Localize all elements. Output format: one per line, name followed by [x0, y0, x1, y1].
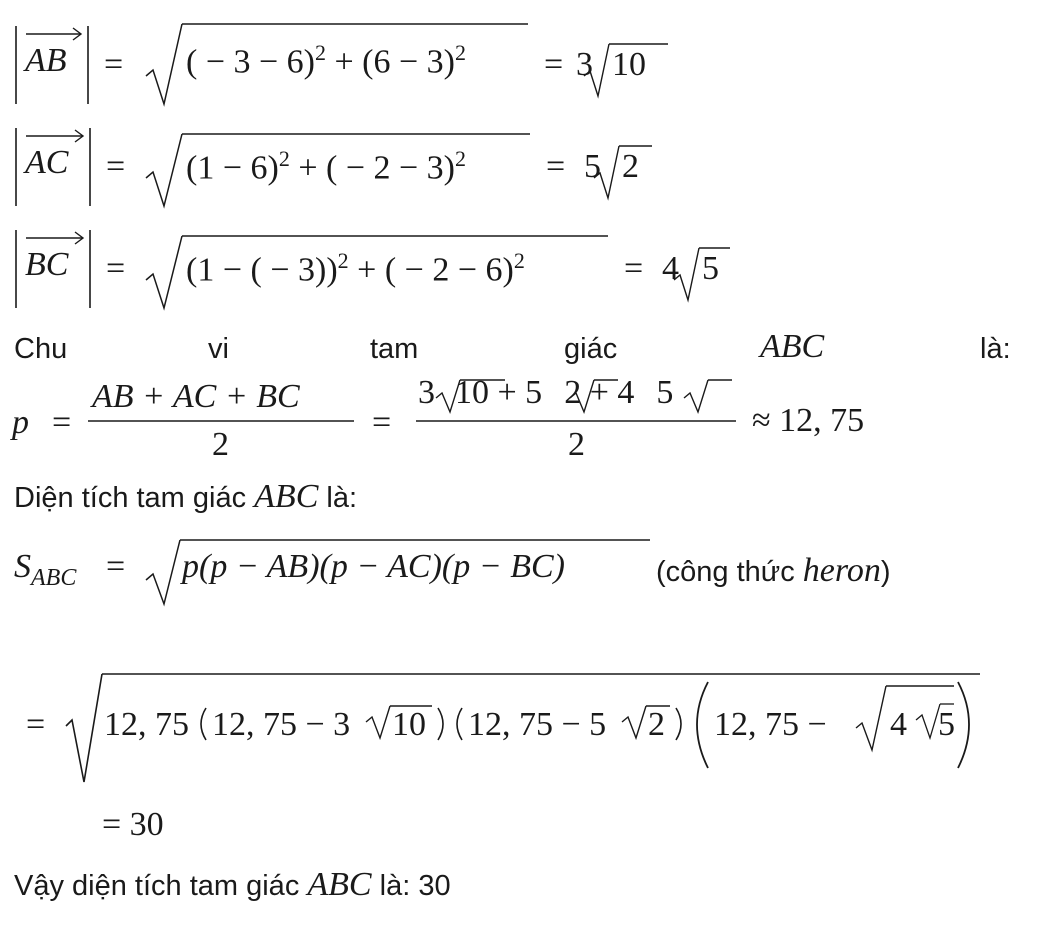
- word-tam: tam: [370, 333, 419, 365]
- heron-formula: [0, 534, 940, 614]
- fraction-denominator: 2: [568, 426, 585, 463]
- result-radicand: 10: [612, 46, 646, 83]
- vector-bc-magnitude: [0, 222, 740, 314]
- vector-ac-label: AC: [25, 144, 69, 181]
- triangle-abc: ABC: [254, 478, 319, 515]
- semi-perimeter-formula: [0, 370, 900, 470]
- word-la: là:: [980, 333, 1011, 365]
- fraction-numerator: AB + AC + BC: [92, 378, 300, 415]
- heron-radicand: p(p − AB)(p − AC)(p − BC): [182, 548, 565, 585]
- triangle-abc: ABC: [307, 866, 372, 903]
- factor-2: 12, 75 − 5: [468, 706, 607, 743]
- factor-3-inner-coefficient: 4: [890, 706, 907, 743]
- equals-sign: =: [106, 548, 126, 585]
- factor-1-radicand: 10: [392, 706, 426, 743]
- equals-sign: =: [104, 46, 124, 83]
- equals-sign: =: [624, 250, 644, 287]
- equals-sign: =: [372, 404, 392, 441]
- approx-value: ≈ 12, 75: [752, 402, 865, 439]
- area-sentence: Diện tích tam giác ABC là:: [14, 478, 358, 515]
- factor-2-radicand: 2: [648, 706, 665, 743]
- vector-bc-label: BC: [25, 246, 69, 283]
- vector-ac-magnitude: [0, 120, 720, 212]
- p-variable: p: [12, 404, 29, 441]
- radicand: (1 − ( − 3))$^2$ + ( − 2 − 6)$^2$: [186, 248, 525, 289]
- factor-1: 12, 75 − 3: [212, 706, 351, 743]
- word-vi: vi: [208, 333, 229, 365]
- result-radicand: 2: [622, 148, 639, 185]
- factor-3-inner-radicand: 5: [938, 706, 955, 743]
- fraction-denominator: 2: [212, 426, 229, 463]
- result-coefficient: 3: [576, 46, 593, 83]
- triangle-abc: ABC: [760, 328, 825, 365]
- equals-sign: =: [546, 148, 566, 185]
- area-symbol: $S_{ABC}$: [14, 548, 77, 591]
- vector-ab-magnitude: [0, 18, 720, 110]
- equals-sign: =: [106, 250, 126, 287]
- conclusion-sentence: Vậy diện tích tam giác ABC là: 30: [14, 866, 451, 903]
- heron-substitution: [0, 668, 1000, 788]
- radicand: ( − $3 - 6)^2 + (6 - 3)^2$: [186, 40, 466, 81]
- equals-sign: =: [106, 148, 126, 185]
- word-chu: Chu: [14, 333, 68, 365]
- vector-ab-label: AB: [25, 42, 67, 79]
- equals-sign: =: [26, 706, 46, 743]
- result-coefficient: 4: [662, 250, 679, 287]
- heron-note: (công thức heron): [656, 552, 891, 589]
- radicand: $(1 - 6)^2$ + ( − 2 − 3)$^2$: [186, 146, 466, 187]
- equals-sign: =: [544, 46, 564, 83]
- factor-3: 12, 75 −: [714, 706, 827, 743]
- equals-sign: =: [52, 404, 72, 441]
- p-value: 12, 75: [104, 706, 189, 743]
- area-result: = 30: [102, 806, 164, 843]
- result-radicand: 5: [702, 250, 719, 287]
- word-giac: giác: [564, 333, 618, 365]
- result-coefficient: 5: [584, 148, 601, 185]
- fraction-numerator: 3 10 + 5 2 + 4 5: [418, 374, 674, 411]
